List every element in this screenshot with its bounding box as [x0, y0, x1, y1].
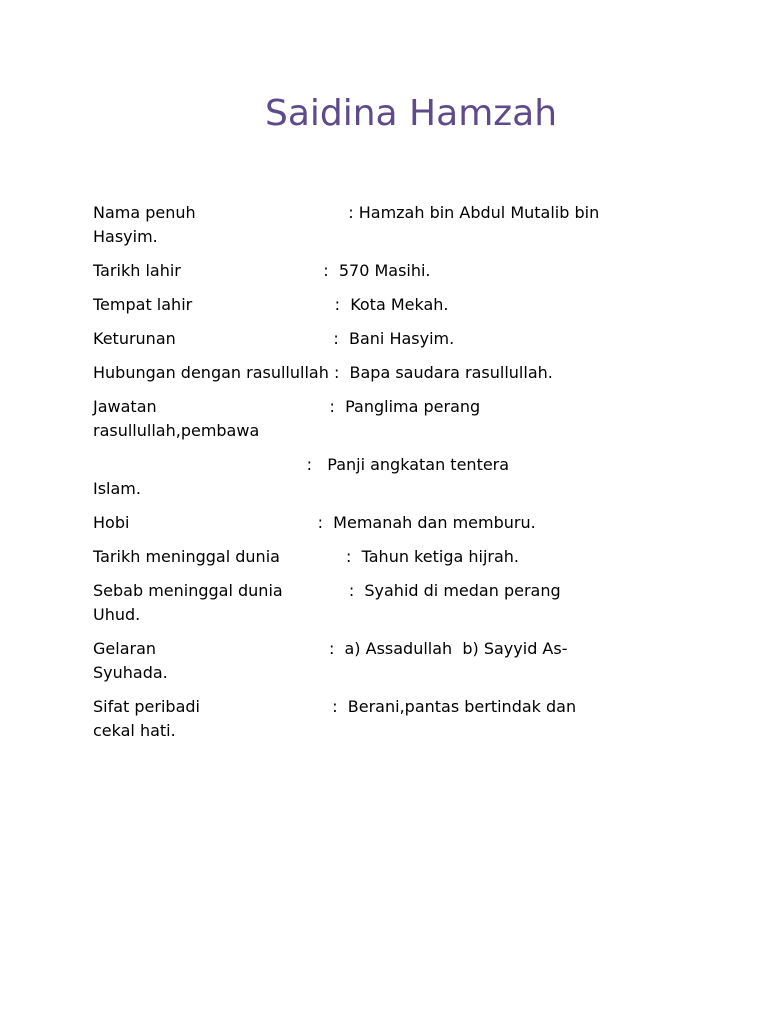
text-line: Hasyim.: [93, 227, 158, 246]
page-title: Saidina Hamzah: [264, 93, 558, 134]
text-line: Jawatan : Panglima perang: [93, 397, 481, 416]
text-line: rasullullah,pembawa: [93, 421, 260, 440]
text-line: Hubungan dengan rasullullah : Bapa saudara rasullullah.: [93, 363, 553, 382]
text-line: Tarikh lahir : 570 Masihi.: [93, 261, 431, 280]
text-line: : Panji angkatan tentera: [93, 455, 510, 474]
text-line: cekal hati.: [93, 721, 176, 740]
text-line: Gelaran : a) Assadullah b) Sayyid As-: [93, 639, 568, 658]
text-line: Nama penuh : Hamzah bin Abdul Mutalib bin: [93, 203, 600, 222]
text-line: Syuhada.: [93, 663, 168, 682]
text-line: Hobi : Memanah dan memburu.: [93, 513, 536, 532]
text-line: Sebab meninggal dunia : Syahid di medan perang: [93, 581, 561, 600]
text-line: Tempat lahir : Kota Mekah.: [93, 295, 449, 314]
text-line: Sifat peribadi : Berani,pantas bertindak dan: [93, 697, 577, 716]
text-line: Islam.: [93, 479, 141, 498]
text-line: Keturunan : Bani Hasyim.: [93, 329, 455, 348]
text-line: Uhud.: [93, 605, 141, 624]
text-line: Tarikh meninggal dunia : Tahun ketiga hijrah.: [93, 547, 519, 566]
